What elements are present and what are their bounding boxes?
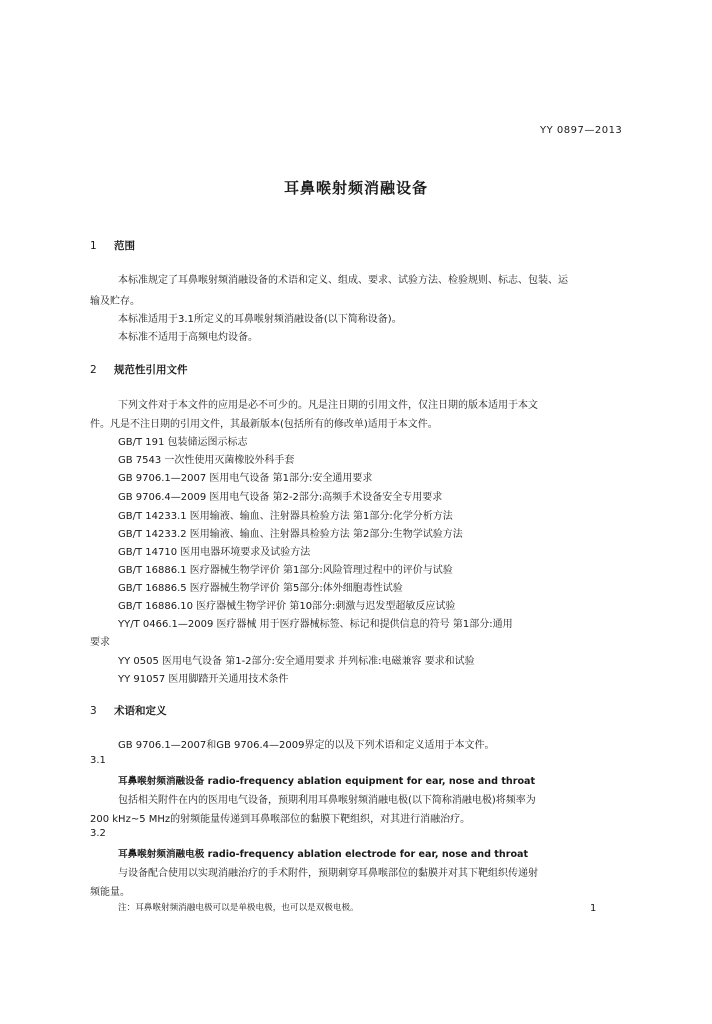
section-title: 范围 <box>114 240 135 252</box>
reference-item: GB 7543 一次性使用灭菌橡胶外科手套 <box>118 455 295 466</box>
term-3-2-definition-line-1: 与设备配合使用以实现消融治疗的手术附件，预期刺穿耳鼻喉部位的黏膜并对其下靶组织传递射 <box>118 868 538 879</box>
scope-paragraph-2: 本标准适用于3.1所定义的耳鼻喉射频消融设备(以下简称设备)。 <box>118 314 402 325</box>
section-1-heading <box>90 238 135 253</box>
term-3-2-definition-line-2: 频能量。 <box>90 887 130 898</box>
term-3-1-definition-line-2: 200 kHz~5 MHz的射频能量传递到耳鼻喉部位的黏膜下靶组织，对其进行消融治疗。 <box>90 814 471 825</box>
term-3-1-number: 3.1 <box>90 755 106 766</box>
reference-item: YY 0505 医用电气设备 第1-2部分:安全通用要求 并列标准:电磁兼容 要求和试验 <box>118 656 475 667</box>
references-intro-line-2: 件。凡是不注日期的引用文件，其最新版本(包括所有的修改单)适用于本文件。 <box>90 419 438 430</box>
reference-item: GB/T 14233.1 医用输液、输血、注射器具检验方法 第1部分:化学分析方法 <box>118 511 453 522</box>
reference-item: GB/T 16886.1 医疗器械生物学评价 第1部分:风险管理过程中的评价与试验 <box>118 565 453 576</box>
standard-number: YY 0897—2013 <box>540 125 623 136</box>
scope-text: 本标准规定了耳鼻喉射频消融设备的术语和定义、组成、要求、试验方法、检验规则、标志、包装、运 <box>118 275 568 286</box>
reference-item: GB/T 191 包装储运图示标志 <box>118 437 248 448</box>
page-number: 1 <box>590 903 597 914</box>
section-number: 1 <box>90 240 97 252</box>
references-intro-line-1: 下列文件对于本文件的应用是必不可少的。凡是注日期的引用文件，仅注日期的版本适用于本文 <box>118 400 538 411</box>
section-number: 2 <box>90 364 97 376</box>
reference-item: GB 9706.1—2007 医用电气设备 第1部分:安全通用要求 <box>118 473 373 484</box>
term-3-1-heading: 耳鼻喉射频消融设备 radio-frequency ablation equipment for ear, nose and throat <box>118 776 536 787</box>
reference-item-yyt0466-line-1: YY/T 0466.1—2009 医疗器械 用于医疗器械标签、标记和提供信息的符号 第1部分:通用 <box>118 619 513 630</box>
section-title: 术语和定义 <box>114 705 167 717</box>
document-title: 耳鼻喉射频消融设备 <box>283 179 428 197</box>
section-3-heading <box>90 703 167 718</box>
reference-item-yyt0466-line-2: 要求 <box>90 637 110 648</box>
term-3-2-heading: 耳鼻喉射频消融电极 radio-frequency ablation electrode for ear, nose and throat <box>118 849 529 860</box>
reference-item: GB/T 16886.5 医疗器械生物学评价 第5部分:体外细胞毒性试验 <box>118 583 403 594</box>
reference-item: GB/T 14710 医用电器环境要求及试验方法 <box>118 547 311 558</box>
scope-paragraph-1-line-1 <box>118 271 610 286</box>
terms-intro: GB 9706.1—2007和GB 9706.4—2009界定的以及下列术语和定义适用于本文件。 <box>118 740 495 751</box>
term-3-2-number: 3.2 <box>90 828 106 839</box>
section-number: 3 <box>90 705 97 717</box>
reference-item: GB/T 14233.2 医用输液、输血、注射器具检验方法 第2部分:生物学试验方法 <box>118 529 463 540</box>
section-title: 规范性引用文件 <box>114 364 188 376</box>
scope-paragraph-1-line-2: 输及贮存。 <box>90 296 140 307</box>
term-3-2-note: 注：耳鼻喉射频消融电极可以是单极电极，也可以是双极电极。 <box>118 903 359 913</box>
scope-paragraph-3: 本标准不适用于高频电灼设备。 <box>118 332 258 343</box>
reference-item: GB 9706.4—2009 医用电气设备 第2-2部分:高频手术设备安全专用要求 <box>118 492 443 503</box>
section-2-heading <box>90 362 188 377</box>
reference-item: GB/T 16886.10 医疗器械生物学评价 第10部分:刺激与迟发型超敏反应试验 <box>118 601 456 612</box>
term-3-1-definition-line-1: 包括相关附件在内的医用电气设备，预期利用耳鼻喉射频消融电极(以下简称消融电极)将频率为 <box>118 795 536 806</box>
reference-item: YY 91057 医用脚踏开关通用技术条件 <box>118 674 289 685</box>
